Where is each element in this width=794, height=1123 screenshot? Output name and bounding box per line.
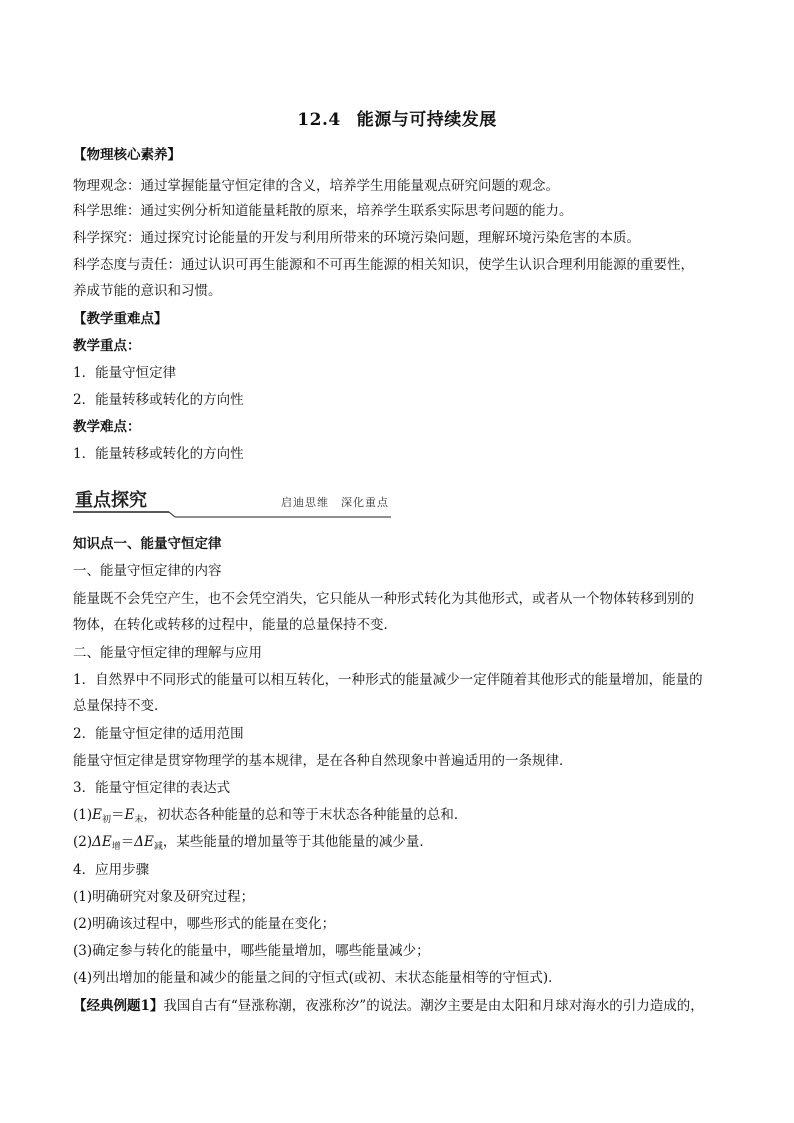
step-item: (3)确定参与转化的能量中，哪些能量增加，哪些能量减少； (73, 943, 430, 959)
content-line: 能量守恒定律是贯穿物理学的基本规律，是在各种自然现象中普遍适用的一条规律． (73, 753, 573, 769)
title-number: 12.4 (297, 110, 341, 130)
focus-label: 教学重点： (73, 338, 141, 354)
formula-line-1: $(1)E_初=E_末$，初状态各种能量的总和等于末状态各种能量的总和． (73, 807, 468, 825)
section-title: 重点探究 (75, 490, 147, 511)
page-title (0, 105, 794, 130)
example-text: 我国自古有“昼涨称潮，夜涨称汐”的说法。潮汐主要是由太阳和月球对海水的引力造成的， (163, 998, 704, 1014)
knowledge-point-heading: 知识点一、能量守恒定律 (73, 536, 222, 552)
core-literacy-heading: 【物理核心素养】 (73, 147, 181, 163)
title-text: 能源与可持续发展 (356, 110, 497, 130)
difficulty-label: 教学难点： (73, 419, 141, 435)
difficulty-item: 1．能量转移或转化的方向性 (73, 446, 244, 462)
core-literacy-item: 养成节能的意识和习惯。 (73, 283, 222, 299)
content-line: 总量保持不变． (73, 698, 168, 714)
step-item: (1)明确研究对象及研究过程； (73, 889, 255, 905)
formula-line-2: $(2)\Delta E_增=\Delta E_减$，某些能量的增加量等于其他能量的减少量． (73, 834, 433, 852)
step-item: (2)明确该过程中，哪些形式的能量在变化； (73, 916, 336, 932)
section-header (73, 484, 393, 518)
content-line: 一、能量守恒定律的内容 (73, 563, 222, 579)
content-line: 3．能量守恒定律的表达式 (73, 780, 231, 796)
section-subtitle: 启迪思维 深化重点 (281, 496, 389, 509)
steps-heading: 4．应用步骤 (73, 862, 150, 878)
content-line: 二、能量守恒定律的理解与应用 (73, 645, 262, 661)
key-points-heading: 【教学重难点】 (73, 311, 168, 327)
step-item: (4)列出增加的能量和减少的能量之间的守恒式(或初、末状态能量相等的守恒式)． (73, 970, 562, 986)
content-line: 2．能量守恒定律的适用范围 (73, 726, 244, 742)
example-label: 【经典例题1】 (73, 998, 164, 1014)
content-line: 能量既不会凭空产生，也不会凭空消失，它只能从一种形式转化为其他形式，或者从一个物体转移到别的 (73, 591, 694, 607)
core-literacy-item: 科学态度与责任：通过认识可再生能源和不可再生能源的相关知识，使学生认识合理利用能源的重要性， (73, 257, 694, 273)
core-literacy-item: 科学探究：通过探究讨论能量的开发与利用所带来的环境污染问题，理解环境污染危害的本质。 (73, 230, 640, 246)
content-line: 物体，在转化或转移的过程中，能量的总量保持不变． (73, 617, 397, 633)
core-literacy-item: 科学思维：通过实例分析知道能量耗散的原来，培养学生联系实际思考问题的能力。 (73, 203, 573, 219)
focus-item: 1．能量守恒定律 (73, 365, 177, 381)
core-literacy-item: 物理观念：通过掌握能量守恒定律的含义，培养学生用能量观点研究问题的观念。 (73, 178, 559, 194)
focus-item: 2．能量转移或转化的方向性 (73, 392, 244, 408)
content-line: 1．自然界中不同形式的能量可以相互转化，一种形式的能量减少一定伴随着其他形式的能量增加，能量的 (73, 672, 703, 688)
example-line (73, 996, 743, 1016)
